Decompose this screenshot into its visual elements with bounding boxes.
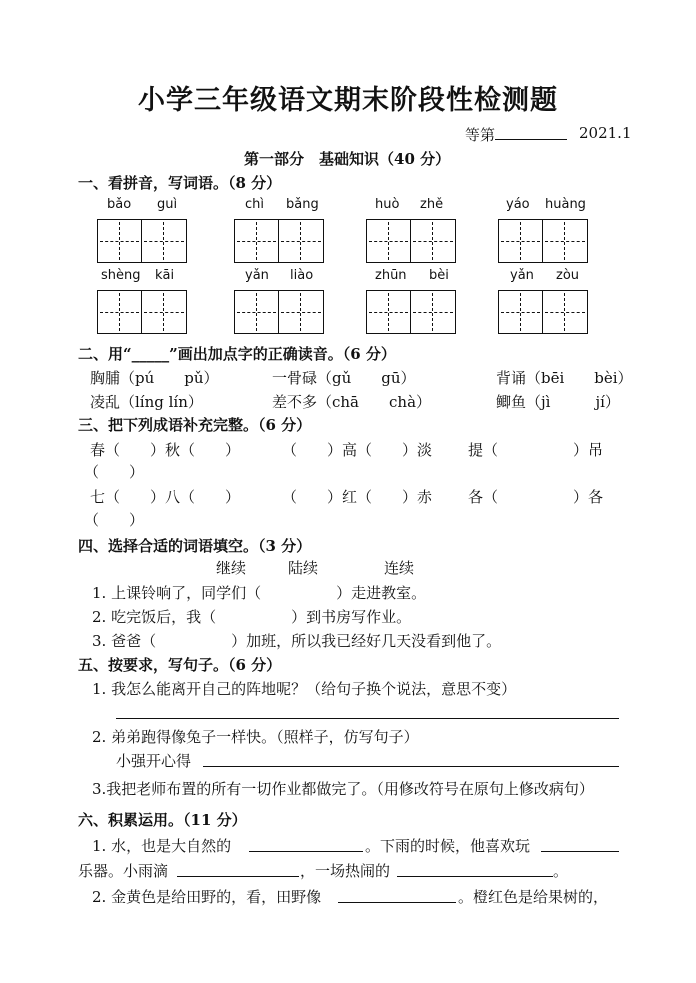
word-option: 继续 [216, 559, 247, 577]
section-2-heading: 二、用“_____”画出加点字的正确读音。（6 分） [78, 345, 396, 363]
pinyin-1a: bǎo [107, 197, 132, 212]
section-1-heading: 一、看拼音，写词语。（8 分） [78, 174, 282, 192]
pinyin-1b: guì [157, 197, 178, 212]
pinyin-7a: zhūn [375, 268, 407, 283]
fill-blank[interactable] [397, 876, 553, 877]
fill-item[interactable]: 3. 爸爸（ ）加班，所以我已经好几天没看到他了。 [92, 632, 502, 650]
pinyin-4a: yáo [506, 197, 530, 212]
fill-blank[interactable] [338, 902, 456, 903]
reading-item[interactable]: 差不多（chā chà） [272, 393, 432, 411]
accum-text: ，一场热闹的 [300, 862, 391, 880]
reading-item[interactable]: 凌乱（líng lín） [90, 393, 203, 411]
sentence-prompt: 小强开心得 [116, 752, 192, 770]
reading-item[interactable]: 一骨碌（gǔ gū） [272, 369, 416, 387]
idiom-item-wrap[interactable]: （ ） [84, 511, 145, 529]
pinyin-8a: yǎn [510, 268, 534, 283]
pinyin-2a: chì [245, 197, 264, 212]
idiom-item[interactable]: 提（ ）吊 [468, 441, 604, 459]
idiom-item[interactable]: （ ）高（ ）淡 [282, 441, 433, 459]
page-title: 小学三年级语文期末阶段性检测题 [138, 85, 558, 116]
idiom-item[interactable]: 各（ ）各 [468, 488, 604, 506]
accum-text: 。下雨的时候，他喜欢玩 [365, 837, 531, 855]
idiom-item[interactable]: 七（ ）八（ ） [90, 488, 241, 506]
pinyin-6b: liào [290, 268, 314, 283]
pinyin-5a: shèng [101, 268, 141, 283]
accum-text: 2. 金黄色是给田野的，看，田野像 [92, 888, 322, 906]
fill-item[interactable]: 1. 上课铃响了，同学们（ ）走进教室。 [92, 584, 427, 602]
idiom-item[interactable]: （ ）红（ ）赤 [282, 488, 433, 506]
accum-text: 。橙红色是给果树的， [458, 888, 609, 906]
idiom-item[interactable]: 春（ ）秋（ ） [90, 441, 241, 459]
writing-grid[interactable] [97, 290, 187, 334]
grade-label: 等第 [465, 126, 496, 144]
section-3-heading: 三、把下列成语补充完整。（6 分） [78, 416, 312, 434]
pinyin-2b: bǎng [286, 197, 319, 212]
word-option: 连续 [384, 559, 415, 577]
pinyin-4b: huàng [545, 197, 586, 212]
grade-field [465, 124, 567, 145]
section-5-heading: 五、按要求，写句子。（6 分） [78, 656, 282, 674]
fill-item[interactable]: 2. 吃完饭后，我（ ）到书房写作业。 [92, 608, 412, 626]
answer-line[interactable] [203, 766, 619, 767]
pinyin-5b: kāi [155, 268, 175, 283]
writing-grid[interactable] [97, 219, 187, 263]
accum-text: 乐器。小雨滴 [78, 862, 169, 880]
writing-grid[interactable] [498, 219, 588, 263]
pinyin-3a: huò [375, 197, 400, 212]
writing-grid[interactable] [234, 290, 324, 334]
grade-blank[interactable] [495, 125, 567, 140]
writing-grid[interactable] [234, 219, 324, 263]
pinyin-8b: zòu [556, 268, 580, 283]
sentence-item: 3.我把老师布置的所有一切作业都做完了。（用修改符号在原句上修改病句） [92, 780, 594, 798]
idiom-item-wrap[interactable]: （ ） [84, 463, 145, 481]
exam-date: 2021.1 [579, 124, 632, 142]
fill-blank[interactable] [541, 851, 619, 852]
section-4-heading: 四、选择合适的词语填空。（3 分） [78, 537, 312, 555]
accum-text: 1. 水，也是大自然的 [92, 837, 232, 855]
writing-grid[interactable] [498, 290, 588, 334]
pinyin-6a: yǎn [245, 268, 269, 283]
sentence-item: 1. 我怎么能离开自己的阵地呢？（给句子换个说法，意思不变） [92, 680, 517, 698]
fill-blank[interactable] [177, 876, 299, 877]
writing-grid[interactable] [366, 290, 456, 334]
reading-item[interactable]: 胸脯（pú pǔ） [90, 369, 219, 387]
answer-line[interactable] [116, 718, 619, 719]
reading-item[interactable]: 背诵（bēi bèi） [496, 369, 633, 387]
part-title: 第一部分 基础知识（40 分） [244, 150, 451, 168]
section-6-heading: 六、积累运用。（11 分） [78, 811, 247, 829]
word-option: 陆续 [288, 559, 319, 577]
accum-text: 。 [553, 862, 569, 880]
fill-blank[interactable] [249, 851, 363, 852]
reading-item[interactable]: 鲫鱼（jì jí） [496, 393, 620, 411]
pinyin-3b: zhě [420, 197, 444, 212]
pinyin-7b: bèi [429, 268, 449, 283]
writing-grid[interactable] [366, 219, 456, 263]
sentence-item: 2. 弟弟跑得像兔子一样快。（照样子，仿写句子） [92, 728, 419, 746]
